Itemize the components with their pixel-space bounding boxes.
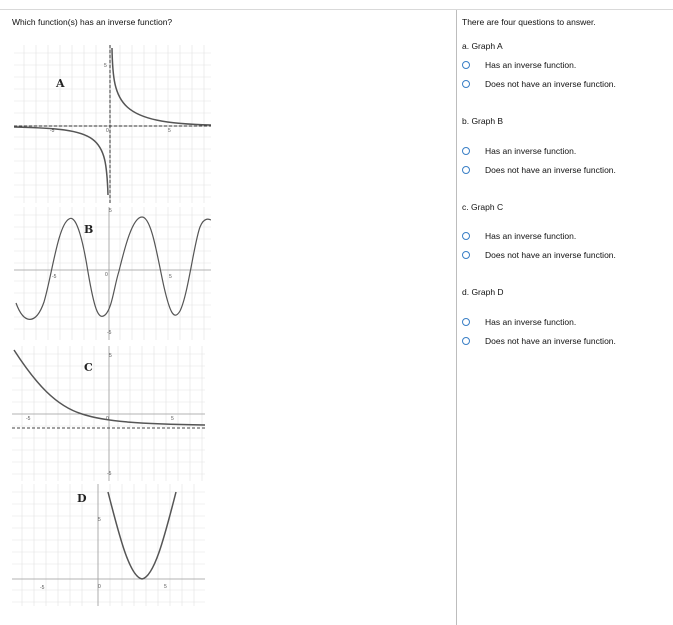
curve: [16, 217, 211, 319]
graph-label: A: [56, 77, 65, 90]
option-label[interactable]: Has an inverse function.: [485, 231, 577, 241]
column-divider: [456, 10, 457, 625]
tick-label: 0: [98, 584, 101, 590]
option-d-no-inverse[interactable]: [462, 336, 616, 346]
instruction-text: There are four questions to answer.: [462, 17, 596, 27]
tick-label: 0: [105, 272, 108, 278]
question-text: Which function(s) has an inverse function?: [12, 17, 173, 27]
option-label[interactable]: Has an inverse function.: [485, 60, 577, 70]
radio-button[interactable]: [462, 232, 470, 240]
part-d-title: d. Graph D: [462, 287, 504, 297]
tick-label: -5: [40, 585, 45, 591]
option-label[interactable]: Does not have an inverse function.: [485, 165, 616, 175]
tick-label: -5: [26, 416, 31, 422]
radio-button[interactable]: [462, 147, 470, 155]
option-a-no-inverse[interactable]: [462, 79, 616, 89]
tick-label: -5: [107, 471, 112, 477]
tick-label: -5: [52, 274, 57, 280]
radio-button[interactable]: [462, 80, 470, 88]
graph-b: [14, 207, 211, 340]
tick-label: 5: [104, 63, 107, 69]
tick-label: 5: [109, 353, 112, 359]
graph-d: [12, 484, 205, 606]
tick-label: 5: [169, 274, 172, 280]
curve: [108, 492, 176, 579]
curve: [112, 48, 211, 125]
option-b-has-inverse[interactable]: [462, 146, 576, 156]
radio-button[interactable]: [462, 166, 470, 174]
option-c-has-inverse[interactable]: [462, 231, 576, 241]
tick-label: 5: [168, 128, 171, 134]
option-label[interactable]: Does not have an inverse function.: [485, 79, 616, 89]
option-c-no-inverse[interactable]: [462, 250, 616, 260]
graph-label: B: [84, 223, 94, 236]
option-b-no-inverse[interactable]: [462, 165, 616, 175]
radio-button[interactable]: [462, 318, 470, 326]
part-b-title: b. Graph B: [462, 116, 504, 126]
tick-label: 5: [109, 208, 112, 214]
option-label[interactable]: Has an inverse function.: [485, 317, 577, 327]
radio-button[interactable]: [462, 251, 470, 259]
grid: [12, 346, 205, 481]
tick-label: 0: [106, 128, 109, 134]
part-a-title: a. Graph A: [462, 41, 503, 51]
tick-label: 0: [106, 416, 109, 422]
tick-label: 5: [98, 517, 101, 523]
tick-label: -5: [107, 330, 112, 336]
tick-label: -5: [50, 128, 55, 134]
grid: [14, 207, 211, 340]
radio-button[interactable]: [462, 337, 470, 345]
option-label[interactable]: Has an inverse function.: [485, 146, 577, 156]
graph-label: D: [77, 492, 87, 505]
part-c-title: c. Graph C: [462, 202, 504, 212]
tick-label: 5: [171, 416, 174, 422]
option-d-has-inverse[interactable]: [462, 317, 576, 327]
tick-label: 5: [164, 584, 167, 590]
graph-c: [12, 346, 205, 481]
top-divider: [0, 9, 673, 10]
graph-label: C: [84, 361, 93, 374]
option-label[interactable]: Does not have an inverse function.: [485, 250, 616, 260]
radio-button[interactable]: [462, 61, 470, 69]
graph-a: [14, 45, 211, 203]
option-a-has-inverse[interactable]: [462, 60, 576, 70]
option-label[interactable]: Does not have an inverse function.: [485, 336, 616, 346]
